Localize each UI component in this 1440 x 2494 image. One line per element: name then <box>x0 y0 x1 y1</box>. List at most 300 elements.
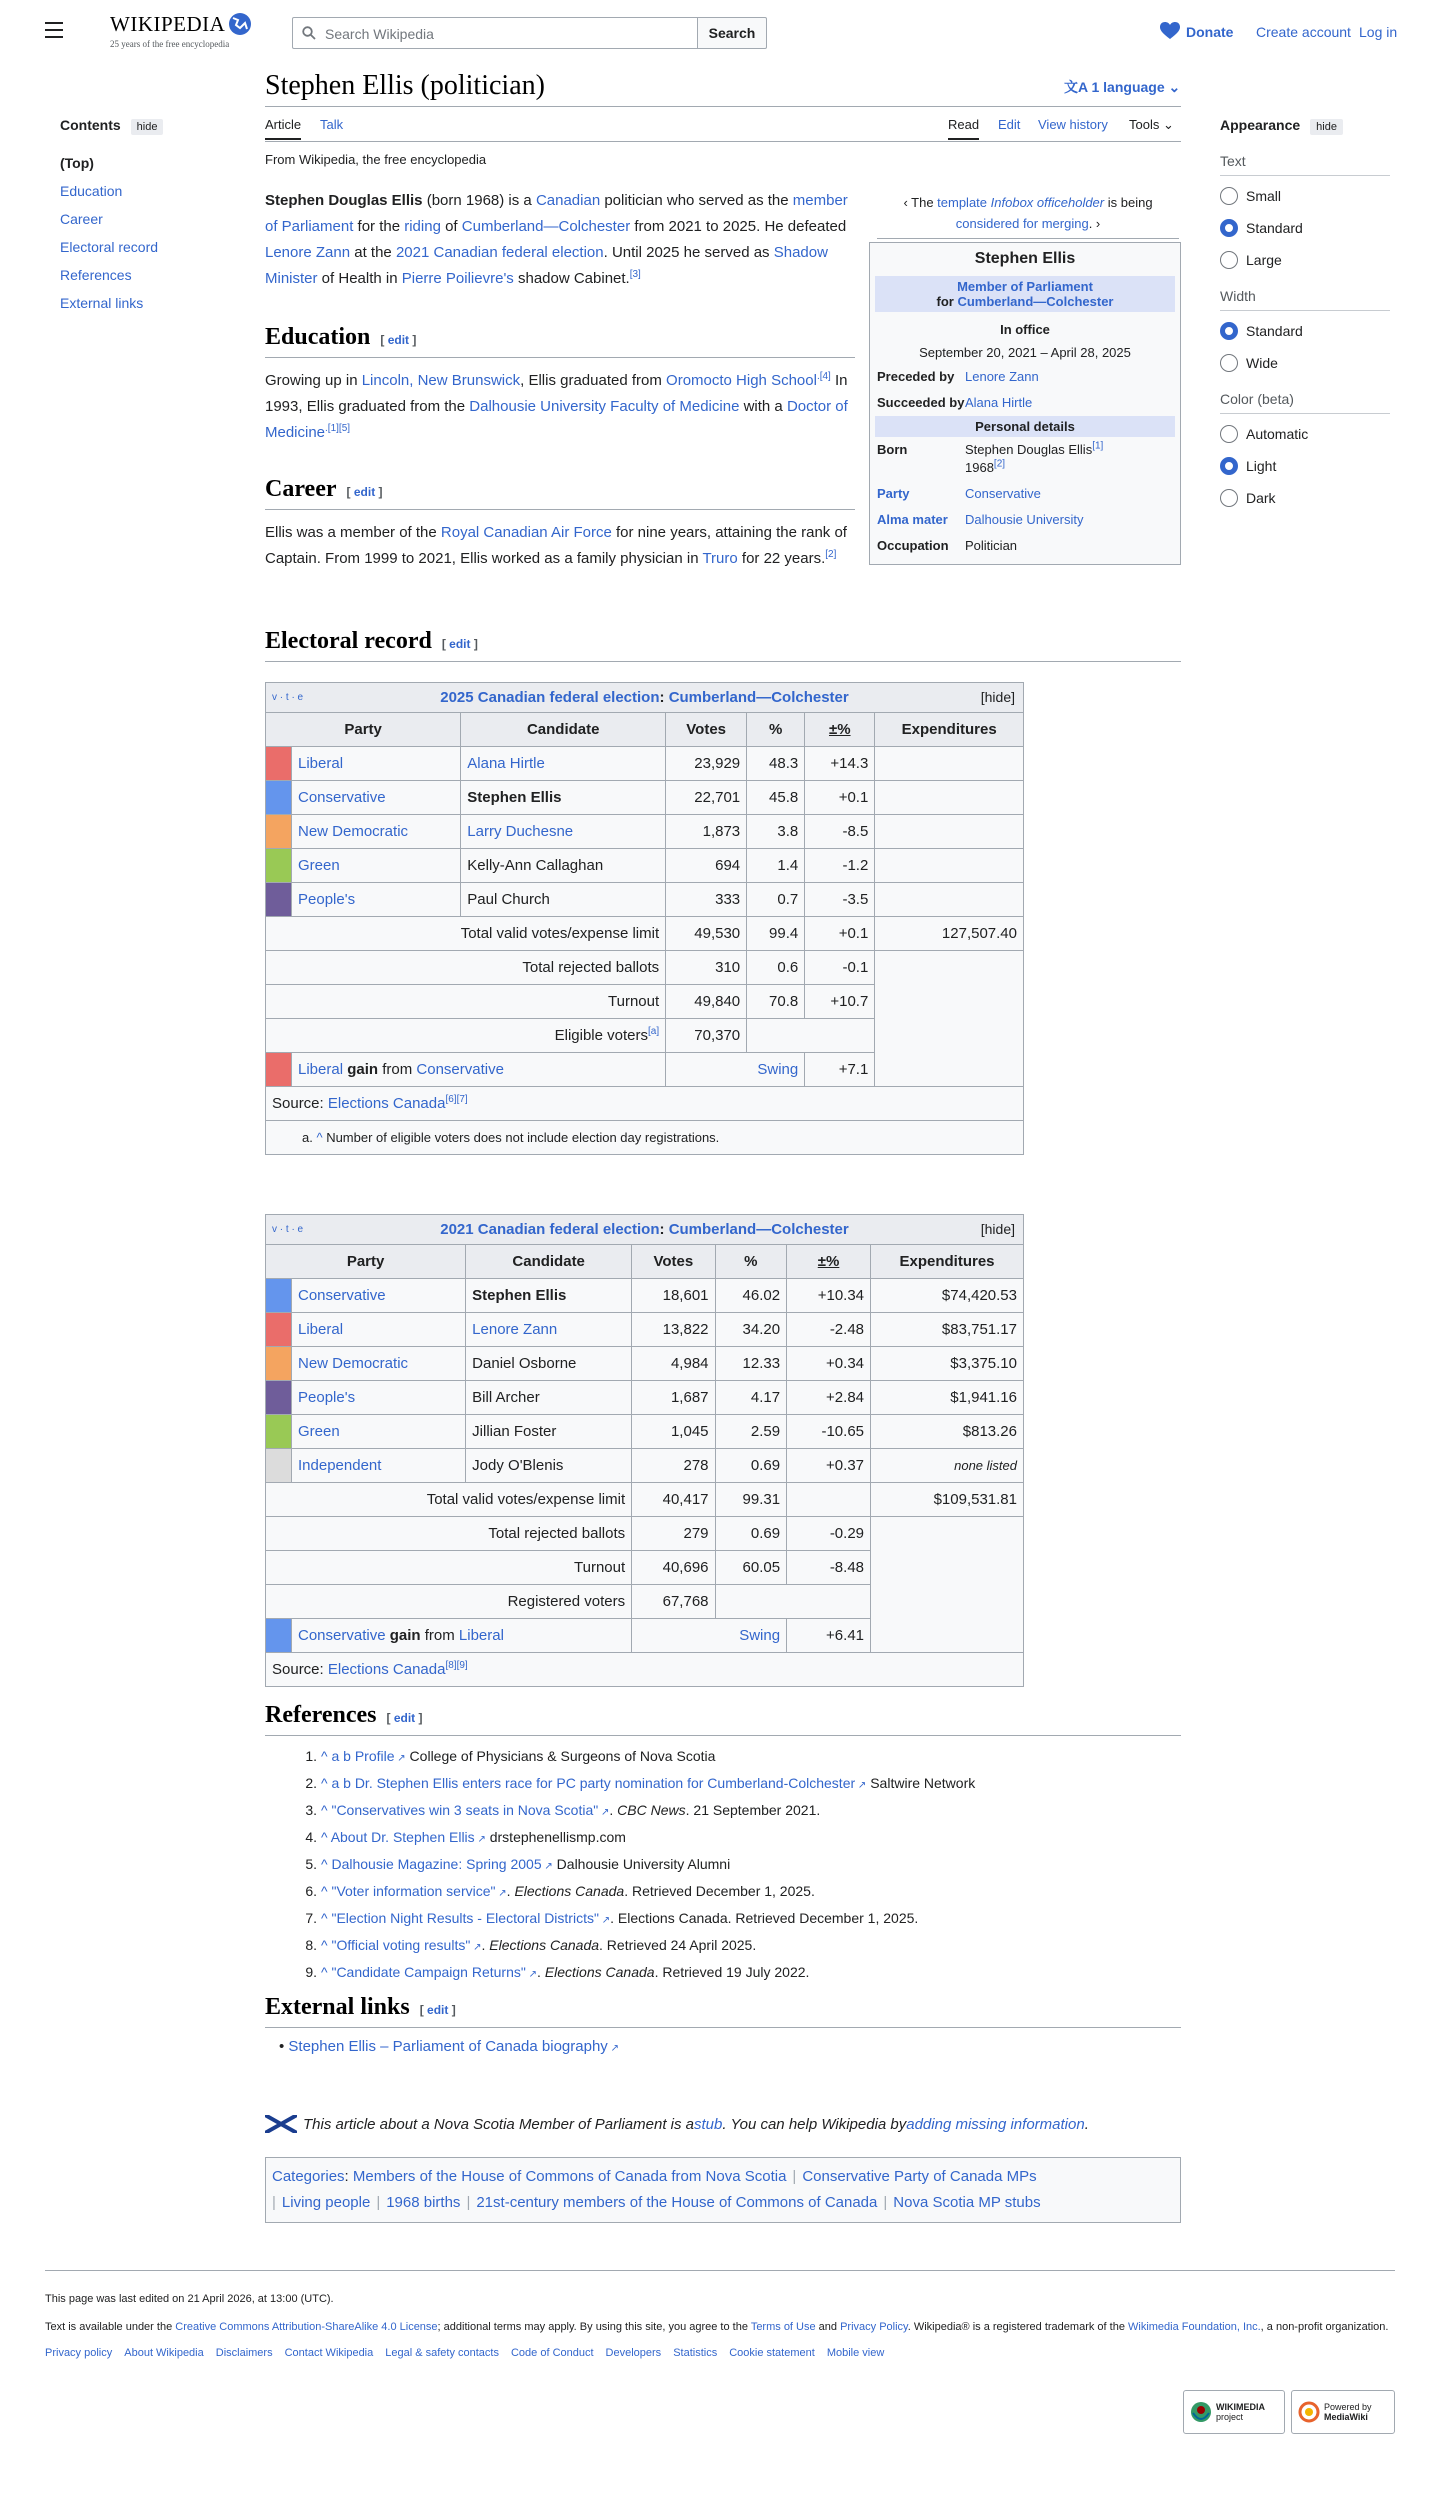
link-categories[interactable]: Categories <box>272 2168 345 2185</box>
link-party[interactable]: People's <box>298 891 356 908</box>
width-label: Width <box>1220 288 1390 311</box>
cell-votes: 70,370 <box>666 1019 747 1053</box>
toc-item-career[interactable]: Career <box>60 211 103 227</box>
link-2021-election[interactable]: 2021 Canadian federal election <box>395 244 604 261</box>
table-hide-toggle[interactable]: [hide] <box>980 689 1015 705</box>
tab-edit[interactable]: Edit <box>998 117 1021 132</box>
link-cumberland-colchester[interactable]: Cumberland—Colchester <box>668 689 849 706</box>
citation-link[interactable]: .[1][5] <box>325 423 351 434</box>
col-change-label[interactable]: ±% <box>817 1253 840 1270</box>
text-size-large-option[interactable] <box>1220 250 1390 270</box>
link-swing[interactable]: Swing <box>757 1061 799 1078</box>
cell-percent: 2.59 <box>715 1415 787 1449</box>
text: ‹ The <box>903 195 938 210</box>
link-party[interactable]: New Democratic <box>298 823 409 840</box>
link-considered-for-merging[interactable]: considered for merging <box>955 216 1089 231</box>
link-truro[interactable]: Truro <box>702 550 738 567</box>
link-2021-election[interactable]: 2021 Canadian federal election <box>440 1221 660 1238</box>
page-title: Stephen Ellis (politician) <box>265 70 545 101</box>
reference-item <box>295 1825 975 1852</box>
tools-label: Tools <box>1129 117 1160 132</box>
edit-section-link[interactable]: [ edit ] <box>441 637 478 651</box>
table-caption <box>266 683 1024 713</box>
link-oromocto-high-school[interactable]: Oromocto High School <box>666 372 817 389</box>
cell-party <box>292 1449 466 1483</box>
option-label: Small <box>1246 188 1282 204</box>
create-account-link[interactable]: Create account <box>1256 24 1351 40</box>
cell-votes: 49,530 <box>666 917 747 951</box>
search-input[interactable] <box>325 24 685 44</box>
edit-section-link[interactable]: [ edit ] <box>380 333 417 347</box>
cell-party <box>292 1381 466 1415</box>
swing-label-cell <box>666 1053 805 1087</box>
text: . <box>481 1937 490 1953</box>
text: Saltwire Network <box>866 1775 976 1791</box>
link-party[interactable]: Liberal <box>298 1061 344 1078</box>
external-links-heading <box>265 1994 456 2021</box>
link-elections-canada[interactable]: Elections Canada <box>327 1661 446 1678</box>
link-parliament-biography[interactable]: Stephen Ellis – Parliament of Canada biography ↗ <box>288 2038 619 2055</box>
reference-link[interactable]: "Candidate Campaign Returns" ↗ <box>331 1964 537 1980</box>
party-color-swatch <box>266 1053 292 1087</box>
link-party[interactable]: Liberal <box>458 1627 504 1644</box>
link-party[interactable]: People's <box>298 1389 356 1406</box>
cell-percent: 4.17 <box>715 1381 787 1415</box>
reference-backlink[interactable]: ^ a b <box>321 1748 355 1764</box>
edit-link[interactable]: edit <box>449 637 471 651</box>
site-subtitle: From Wikipedia, the free encyclopedia <box>265 152 487 167</box>
cell-votes: 278 <box>632 1449 715 1483</box>
row-label: Turnout <box>266 1551 632 1585</box>
footer-link[interactable]: Code of Conduct <box>510 2347 594 2359</box>
text: 1968 <box>965 460 994 475</box>
party-color-swatch <box>266 747 292 781</box>
edit-section-link[interactable]: [ edit ] <box>386 1711 423 1725</box>
reference-link[interactable]: "Voter information service" ↗ <box>331 1883 506 1899</box>
cell-percent: 0.6 <box>747 951 805 985</box>
link-candidate[interactable]: Alana Hirtle <box>467 755 545 772</box>
reference-link[interactable]: "Election Night Results - Electoral Districts" ↗ <box>331 1910 610 1926</box>
tools-menu[interactable] <box>1129 117 1174 133</box>
radio-checked-icon <box>1220 457 1238 475</box>
text: drstephenellismp.com <box>485 1829 626 1845</box>
external-link-item: • Stephen Ellis – Parliament of Canada biography ↗ <box>279 2038 619 2055</box>
link-royal-canadian-air-force[interactable]: Royal Canadian Air Force <box>440 524 612 541</box>
citation-link[interactable]: [2] <box>825 549 837 560</box>
footer-link[interactable]: Disclaimers <box>215 2347 273 2359</box>
reference-backlink[interactable]: ^ <box>321 1937 332 1953</box>
option-label: Standard <box>1246 323 1303 339</box>
main-menu-icon[interactable] <box>45 22 63 38</box>
link-conservative[interactable]: Conservative <box>965 486 1041 501</box>
option-label: Large <box>1246 252 1282 268</box>
cell-swing: +7.1 <box>805 1053 875 1087</box>
badge-text: project <box>1216 2412 1244 2422</box>
toc-item-education[interactable]: Education <box>60 183 123 199</box>
reference-number: 4. <box>305 1829 317 1845</box>
publisher: CBC News <box>617 1802 686 1818</box>
link-party[interactable]: Conservative <box>298 1627 386 1644</box>
cell-candidate <box>461 781 666 815</box>
vte-links[interactable]: v · t · e <box>272 1224 304 1235</box>
category-link[interactable]: Nova Scotia MP stubs <box>893 2194 1041 2211</box>
career-heading <box>265 476 383 503</box>
personal-details-band: Personal details <box>875 416 1175 437</box>
link-template[interactable]: template <box>937 195 988 210</box>
cell-expenditures: none listed <box>871 1449 1024 1483</box>
text: Growing up in <box>265 372 362 389</box>
link-dalhousie-university[interactable]: Dalhousie University <box>965 512 1084 527</box>
text-size-small-option[interactable] <box>1220 186 1390 206</box>
text: College of Physicians & Surgeons of Nova Scotia <box>405 1748 716 1764</box>
text: from <box>378 1061 417 1078</box>
cell-expenditures <box>875 781 1024 815</box>
link-elections-canada[interactable]: Elections Canada <box>327 1095 446 1112</box>
candidate-row <box>266 815 1024 849</box>
option-label: Automatic <box>1246 426 1309 442</box>
text: . Retrieved December 1, 2025. <box>624 1883 815 1899</box>
publisher: Elections Canada <box>514 1883 625 1899</box>
appearance-hide-button[interactable]: hide <box>1310 119 1343 135</box>
cell-percent: 99.4 <box>747 917 805 951</box>
empty-cell <box>715 1585 871 1619</box>
reference-backlink[interactable]: ^ a b <box>321 1775 355 1791</box>
merge-notice <box>877 192 1179 239</box>
gain-text <box>292 1053 666 1087</box>
edit-link[interactable]: edit <box>427 2003 449 2017</box>
link-shadow-minister[interactable]: Shadow Minister <box>265 244 828 287</box>
cell-party <box>292 815 461 849</box>
search-button[interactable]: Search <box>697 17 767 49</box>
link-wikimedia-foundation[interactable]: Wikimedia Foundation, Inc. <box>1128 2321 1261 2333</box>
cell-percent: 99.31 <box>715 1483 787 1517</box>
tabs-divider <box>265 141 1181 142</box>
reference-link[interactable]: Dr. Stephen Ellis enters race for PC party nomination for Cumberland-Colchester ↗ <box>355 1775 867 1791</box>
reference-link[interactable]: Profile ↗ <box>355 1748 406 1764</box>
footer-link[interactable]: About Wikipedia <box>124 2347 204 2359</box>
text: of <box>440 218 462 235</box>
toc-item-top[interactable]: (Top) <box>60 155 94 171</box>
reference-link[interactable]: "Conservatives win 3 seats in Nova Scotia" ↗ <box>331 1802 609 1818</box>
appearance-heading <box>1220 117 1390 135</box>
text: . <box>609 1802 618 1818</box>
tab-article[interactable]: Article <box>265 117 301 140</box>
radio-icon <box>1220 187 1238 205</box>
reference-link[interactable]: About Dr. Stephen Ellis ↗ <box>331 1829 486 1845</box>
row-label: Total rejected ballots <box>266 1517 632 1551</box>
radio-icon <box>1220 489 1238 507</box>
reference-item <box>295 1798 975 1825</box>
text: Eligible voters <box>554 1027 649 1044</box>
link-doctor-of-medicine[interactable]: Doctor of Medicine <box>265 398 848 441</box>
link-party[interactable]: Green <box>298 857 340 874</box>
reference-item <box>295 1852 975 1879</box>
footer-link[interactable]: Developers <box>605 2347 662 2359</box>
vte-links[interactable]: v · t · e <box>272 692 304 703</box>
last-edited: This page was last edited on 21 April 2026, at 13:00 (UTC). <box>45 2293 334 2305</box>
footer-link[interactable]: Mobile view <box>826 2347 885 2359</box>
powered-by-mediawiki-badge[interactable] <box>1291 2390 1395 2434</box>
color-automatic-option[interactable] <box>1220 424 1390 444</box>
cell-change: -8.5 <box>805 815 875 849</box>
cell-votes: 1,873 <box>666 815 747 849</box>
citation-link[interactable]: .[4] <box>816 371 831 382</box>
citation-link[interactable]: [1] <box>1092 440 1104 452</box>
link-terms-of-use[interactable]: Terms of Use <box>750 2321 816 2333</box>
category-link[interactable]: 21st-century members of the House of Commons of Canada <box>476 2194 878 2211</box>
cell-change: +0.1 <box>805 917 875 951</box>
section-divider <box>265 1735 1181 1736</box>
cell-percent: 3.8 <box>747 815 805 849</box>
party-color-swatch <box>266 1347 292 1381</box>
reference-item <box>295 1771 975 1798</box>
cell-percent: 0.69 <box>715 1449 787 1483</box>
tab-read[interactable]: Read <box>948 117 979 140</box>
link-candidate[interactable]: Larry Duchesne <box>467 823 574 840</box>
edit-link[interactable]: edit <box>387 333 410 347</box>
text-size-group <box>1220 153 1390 270</box>
nova-scotia-flag-icon <box>265 2115 297 2133</box>
text: . Retrieved 24 April 2025. <box>599 1937 757 1953</box>
text: . <box>1084 2115 1089 2133</box>
reference-number: 5. <box>305 1856 317 1872</box>
link-cumberland-colchester[interactable]: Cumberland—Colchester <box>668 1221 849 1238</box>
toc-item-external-links[interactable]: External links <box>60 295 144 311</box>
link-adding-missing-information[interactable]: adding missing information <box>906 2115 1085 2133</box>
reference-link[interactable]: "Official voting results" ↗ <box>331 1937 481 1953</box>
toc-item-electoral-record[interactable]: Electoral record <box>60 239 159 255</box>
color-light-option[interactable] <box>1220 456 1390 476</box>
cell-change: -8.48 <box>787 1551 871 1585</box>
candidate-row <box>266 747 1024 781</box>
language-button[interactable] <box>1064 77 1180 97</box>
infobox-row-born <box>875 437 1175 481</box>
candidate-name: Paul Church <box>467 891 550 908</box>
in-office-label: In office <box>1000 322 1050 337</box>
election-2021-table <box>265 1214 1024 1687</box>
reference-link[interactable]: Dalhousie Magazine: Spring 2005 ↗ <box>331 1856 552 1872</box>
text: politician who served as the <box>600 192 793 209</box>
link-stub[interactable]: stub <box>694 2115 723 2133</box>
note-link[interactable]: [a] <box>648 1026 660 1037</box>
cell-candidate <box>466 1347 632 1381</box>
candidate-row <box>266 1381 1024 1415</box>
reference-item <box>295 1906 975 1933</box>
cell-candidate <box>461 747 666 781</box>
cell-expenditures: 127,507.40 <box>875 917 1024 951</box>
link-candidate[interactable]: Lenore Zann <box>472 1321 558 1338</box>
page-footer <box>45 2270 1395 2422</box>
link-party[interactable]: Independent <box>298 1457 382 1474</box>
link-swing[interactable]: Swing <box>739 1627 781 1644</box>
reference-backlink[interactable]: ^ <box>321 1964 332 1980</box>
link-cumberland-colchester[interactable]: Cumberland—Colchester <box>957 294 1114 309</box>
link-party[interactable]: Conservative <box>298 789 386 806</box>
cell-expenditures: $74,420.53 <box>871 1279 1024 1313</box>
wikipedia-globe-icon[interactable] <box>227 11 253 37</box>
table-header-row <box>266 1245 1024 1279</box>
citation-link[interactable]: [3] <box>629 269 641 280</box>
text-size-standard-option[interactable] <box>1220 218 1390 238</box>
donate-link[interactable]: Donate <box>1186 24 1234 40</box>
table-hide-toggle[interactable]: [hide] <box>980 1221 1015 1237</box>
toc-heading <box>60 117 163 135</box>
category-link[interactable]: Members of the House of Commons of Canada from Nova Scotia <box>352 2168 787 2185</box>
citation-link[interactable]: [6][7] <box>445 1094 468 1105</box>
option-label: Wide <box>1246 355 1278 371</box>
link-pierre-poilievre[interactable]: Pierre Poilievre's <box>401 270 514 287</box>
toc-item-references[interactable]: References <box>60 267 132 283</box>
candidate-name: Jody O'Blenis <box>472 1457 564 1474</box>
footer-link[interactable]: Statistics <box>673 2347 718 2359</box>
wikimedia-project-badge[interactable] <box>1183 2390 1285 2434</box>
text: from 2021 to 2025. He defeated <box>630 218 847 235</box>
source-cell <box>266 1087 1024 1121</box>
text: Ellis was a member of the <box>265 524 441 541</box>
footer-link[interactable]: Privacy policy <box>45 2347 113 2359</box>
citation-link[interactable]: [8][9] <box>445 1660 468 1671</box>
option-label: Light <box>1246 458 1277 474</box>
cell-party <box>292 747 461 781</box>
link-lenore-zann[interactable]: Lenore Zann <box>265 244 351 261</box>
link-party[interactable]: Conservative <box>416 1061 504 1078</box>
text: gain <box>343 1061 379 1078</box>
link-infobox-officeholder[interactable]: Infobox officeholder <box>990 195 1105 210</box>
cell-votes: 1,687 <box>632 1381 715 1415</box>
color-dark-option[interactable] <box>1220 488 1390 508</box>
cell-change: +14.3 <box>805 747 875 781</box>
link-2025-election[interactable]: 2025 Canadian federal election <box>440 689 660 706</box>
text: of Health in <box>317 270 402 287</box>
candidate-rows <box>266 1279 1024 1483</box>
footer-link[interactable]: Legal & safety contacts <box>385 2347 499 2359</box>
edit-section-link[interactable]: [ edit ] <box>419 2003 456 2017</box>
tab-talk[interactable]: Talk <box>320 117 344 132</box>
reference-backlink[interactable]: ^ <box>321 1829 331 1845</box>
candidate-name: Stephen Ellis <box>472 1287 567 1304</box>
cell-change: +2.84 <box>787 1381 871 1415</box>
note-backlink[interactable]: ^ <box>316 1130 323 1145</box>
cell-expenditures <box>875 815 1024 849</box>
reference-backlink[interactable]: ^ <box>321 1883 332 1899</box>
link-party[interactable]: Party <box>877 486 910 501</box>
footer-link[interactable]: Cookie statement <box>729 2347 815 2359</box>
category-link[interactable]: 1968 births <box>386 2194 461 2211</box>
section-divider <box>265 509 855 510</box>
col-candidate: Candidate <box>466 1245 632 1279</box>
cell-change: -1.2 <box>805 849 875 883</box>
cell-candidate <box>466 1279 632 1313</box>
text: . You can help Wikipedia by <box>722 2115 907 2133</box>
cell-votes: 279 <box>632 1517 715 1551</box>
text: Number of eligible voters does not include election day registrations. <box>322 1130 720 1145</box>
toc-hide-button[interactable]: hide <box>131 119 164 135</box>
link-license[interactable]: Creative Commons Attribution-ShareAlike 4.0 License <box>175 2321 438 2333</box>
link-party[interactable]: Conservative <box>298 1287 386 1304</box>
cell-expenditures <box>875 747 1024 781</box>
link-privacy-policy[interactable]: Privacy Policy <box>840 2321 908 2333</box>
reference-backlink[interactable]: ^ <box>321 1856 332 1872</box>
candidate-name: Jillian Foster <box>472 1423 557 1440</box>
cell-candidate <box>466 1381 632 1415</box>
table-header-row <box>266 713 1024 747</box>
link-riding[interactable]: riding <box>404 218 441 235</box>
col-percent: % <box>747 713 805 747</box>
section-divider <box>265 2027 1181 2028</box>
category-link[interactable]: Living people <box>281 2194 371 2211</box>
text: . Elections Canada. Retrieved December 1, 2025. <box>610 1910 919 1926</box>
edit-section-link[interactable]: [ edit ] <box>346 485 383 499</box>
reference-item <box>295 1933 975 1960</box>
title-divider <box>265 106 1181 107</box>
cell-votes: 22,701 <box>666 781 747 815</box>
color-label: Color (beta) <box>1220 391 1390 414</box>
candidate-row <box>266 883 1024 917</box>
row-label: Turnout <box>266 985 666 1019</box>
link-lincoln[interactable]: Lincoln, New Brunswick <box>361 372 521 389</box>
link-dalhousie-medicine[interactable]: Dalhousie University Faculty of Medicine <box>469 398 740 415</box>
chevron-down-icon: ⌄ <box>1164 79 1181 95</box>
born-value <box>965 441 1103 477</box>
category-links: Categories: Members of the House of Commons of Canada from Nova Scotia | Conservative Party of Canada MPs | Living people | 1968 births | 21st-century members of the House of Commons of Canada | Nova Scotia MP stubs <box>265 2157 1181 2223</box>
reference-backlink[interactable]: ^ <box>321 1910 332 1926</box>
party-color-swatch <box>266 849 292 883</box>
link-member-of-parliament[interactable]: Member of Parliament <box>957 279 1093 294</box>
col-votes: Votes <box>666 713 747 747</box>
link-cumberland-colchester[interactable]: Cumberland—Colchester <box>461 218 631 235</box>
cell-votes: 18,601 <box>632 1279 715 1313</box>
edit-link[interactable]: edit <box>393 1711 416 1725</box>
text: . Retrieved 19 July 2022. <box>654 1964 810 1980</box>
link-party[interactable]: Liberal <box>298 755 344 772</box>
text: ; additional terms may apply. By using this site, you agree to the <box>437 2321 751 2333</box>
tab-view-history[interactable]: View history <box>1038 117 1108 132</box>
width-standard-option[interactable] <box>1220 321 1390 341</box>
edit-link[interactable]: edit <box>353 485 376 499</box>
link-member-of-parliament[interactable]: member of Parliament <box>265 192 848 235</box>
infobox-office <box>875 276 1175 312</box>
wikipedia-wordmark[interactable]: WIKIPEDIA <box>110 12 226 36</box>
party-color-swatch <box>266 1449 292 1483</box>
row-label: Total valid votes/expense limit <box>266 1483 632 1517</box>
link-alana-hirtle[interactable]: Alana Hirtle <box>965 395 1033 410</box>
cell-percent: 48.3 <box>747 747 805 781</box>
col-change-label[interactable]: ±% <box>828 721 851 738</box>
reference-number: 1. <box>305 1748 317 1764</box>
link-party[interactable]: Liberal <box>298 1321 344 1338</box>
link-canadian[interactable]: Canadian <box>535 192 601 209</box>
link-alma-mater[interactable]: Alma mater <box>877 512 948 527</box>
cell-expenditures: $109,531.81 <box>871 1483 1024 1517</box>
category-link[interactable]: Conservative Party of Canada MPs <box>802 2168 1037 2185</box>
citation-link[interactable]: [2] <box>993 458 1006 470</box>
width-wide-option[interactable] <box>1220 353 1390 373</box>
log-in-link[interactable]: Log in <box>1359 24 1398 40</box>
cell-votes: 310 <box>666 951 747 985</box>
cell-percent: 12.33 <box>715 1347 787 1381</box>
reference-item <box>295 1744 975 1771</box>
footer-link[interactable]: Contact Wikipedia <box>284 2347 374 2359</box>
reference-backlink[interactable]: ^ <box>321 1802 332 1818</box>
cell-change: -2.48 <box>787 1313 871 1347</box>
link-party[interactable]: New Democratic <box>298 1355 409 1372</box>
option-label: Standard <box>1246 220 1303 236</box>
col-votes: Votes <box>632 1245 715 1279</box>
link-lenore-zann[interactable]: Lenore Zann <box>965 369 1039 384</box>
link-party[interactable]: Green <box>298 1423 340 1440</box>
term-dates: September 20, 2021 – April 28, 2025 <box>919 345 1131 360</box>
text: . Until 2025 he served as <box>603 244 774 261</box>
